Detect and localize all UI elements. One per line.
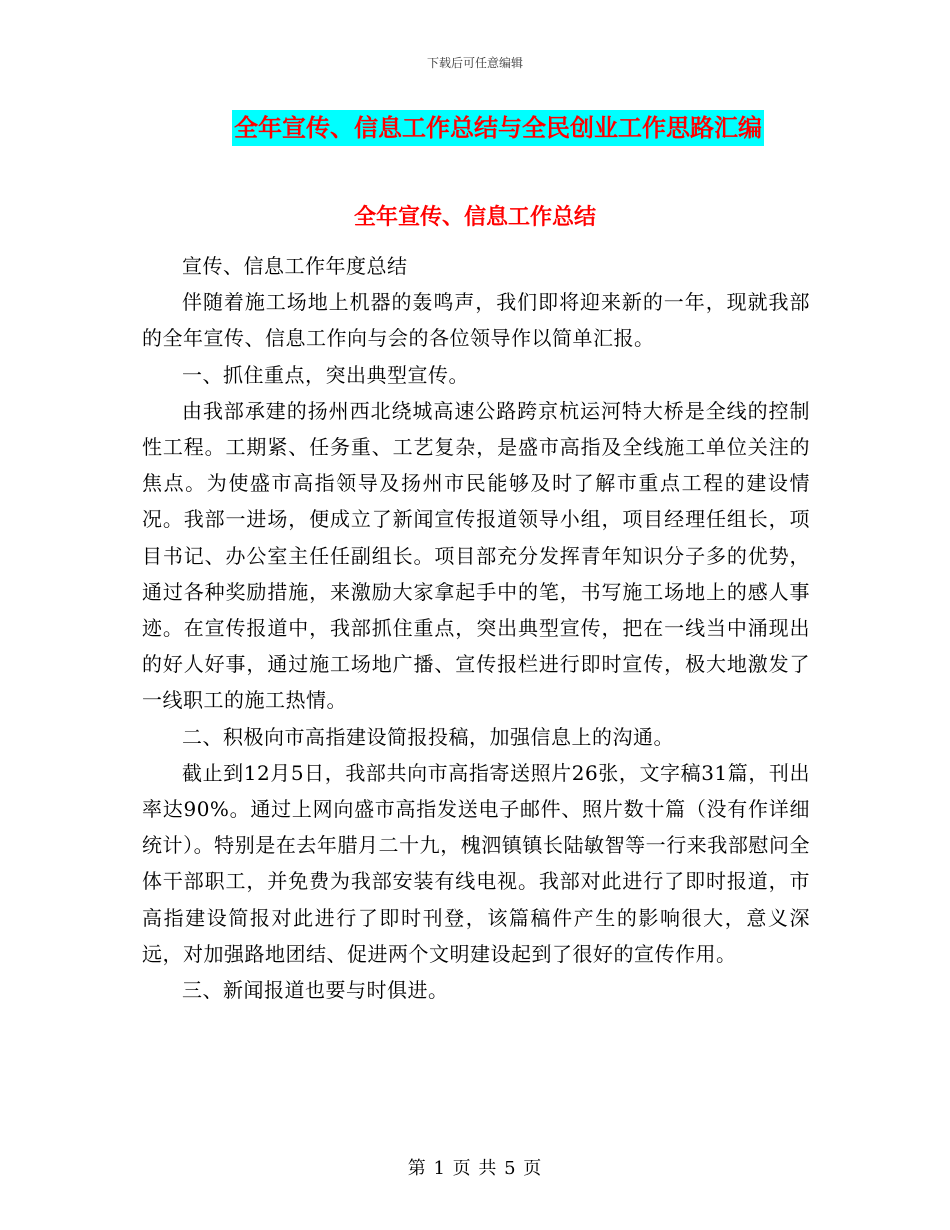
paragraph-heading: 宣传、信息工作年度总结 bbox=[182, 254, 408, 278]
main-title-wrap bbox=[0, 110, 950, 146]
section-heading-2: 二、积极向市高指建设简报投稿，加强信息上的沟通。 bbox=[182, 724, 674, 749]
section-heading-3: 三、新闻报道也要与时俱进。 bbox=[182, 978, 449, 1003]
paragraph-section-2: 截止到12月5日，我部共向市高指寄送照片26张，文字稿31篇，刊出率达90%。通过上网向盛市高指发送电子邮件、照片数十篇（没有作详细统计）。特别是在去年腊月二十九，槐泗镇镇长陆敏智等一行来我部慰问全体干部职工，并免费为我部安装有线电视。我部对此进行了即时报道，市高指建设简报对此进行了即时刊登，该篇稿件产生的影响很大，意义深远，对加强路地团结、促进两个文明建设起到了很好的宣传作用。 bbox=[142, 760, 810, 966]
main-title: 全年宣传、信息工作总结与全民创业工作思路汇编 bbox=[232, 110, 764, 146]
header-note: 下载后可任意编辑 bbox=[426, 56, 523, 70]
page-footer: 第 1 页 共 5 页 bbox=[407, 1158, 543, 1179]
paragraph-section-1: 由我部承建的扬州西北绕城高速公路跨京杭运河特大桥是全线的控制性工程。工期紧、任务重、工艺复杂，是盛市高指及全线施工单位关注的焦点。为使盛市高指领导及扬州市民能够及时了解市重点工程的建设情况。我部一进场，便成立了新闻宣传报道领导小组，项目经理任组长，项目书记、办公室主任任副组长。项目部充分发挥青年知识分子多的优势，通过各种奖励措施，来激励大家拿起手中的笔，书写施工场地上的感人事迹。在宣传报道中，我部抓住重点，突出典型宣传，把在一线当中涌现出的好人好事，通过施工场地广播、宣传报栏进行即时宣传，极大地激发了一线职工的施工热情。 bbox=[142, 398, 810, 713]
body-text bbox=[142, 248, 810, 1008]
sub-title: 全年宣传、信息工作总结 bbox=[353, 205, 596, 230]
section-heading-1: 一、抓住重点，突出典型宣传。 bbox=[182, 362, 469, 387]
paragraph-intro: 伴随着施工场地上机器的轰鸣声，我们即将迎来新的一年，现就我部的全年宣传、信息工作向与会的各位领导作以简单汇报。 bbox=[142, 290, 810, 351]
